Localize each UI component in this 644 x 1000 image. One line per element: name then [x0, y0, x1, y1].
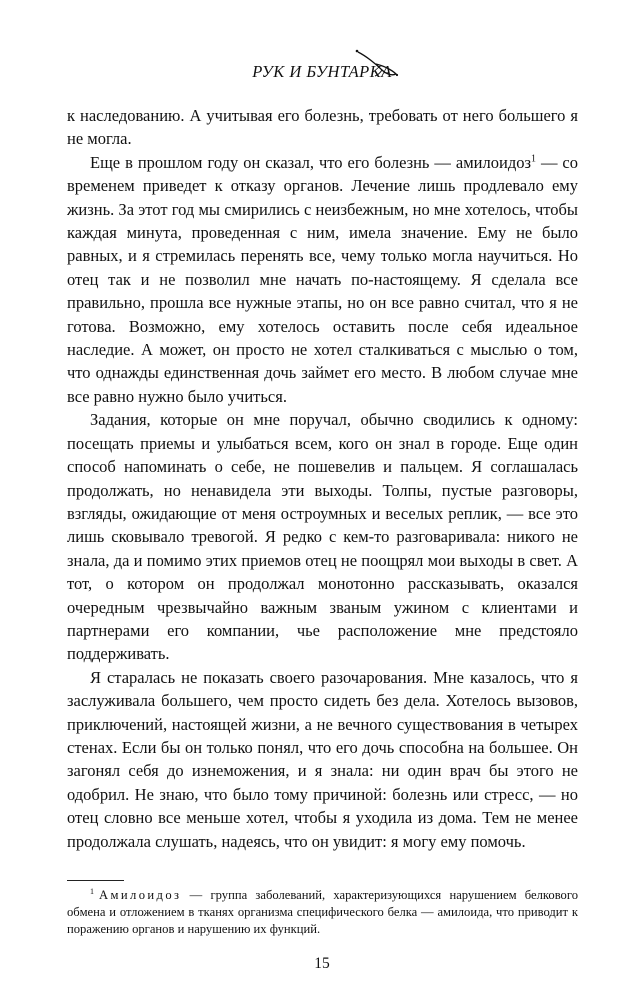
running-header: РУК И БУНТАРКА — [252, 62, 392, 81]
footnote-marker: 1 — [90, 886, 94, 896]
page-number: 15 — [314, 955, 330, 972]
footnote-term: Амилоидоз — [99, 888, 182, 902]
footnote-text: — группа заболеваний, характеризующихся нарушением белкового обмена и отложением в тканях организма специфического белка — амилоида, что приводит к поражению органов и нарушению их функций. — [67, 888, 578, 937]
main-text — [67, 104, 578, 853]
paragraph-2-start: Еще в прошлом году он сказал, что его болезнь — амилоидоз — [90, 152, 531, 172]
quill-ornament-icon — [352, 46, 400, 82]
footnote-reference: 1 — [530, 153, 536, 165]
paragraph-1: к наследованию. А учитывая его болезнь, требовать от него большего я не могла. — [67, 106, 578, 149]
paragraph-4: Я старалась не показать своего разочарования. Мне казалось, что я заслуживала большего, чем просто сидеть без дела. Хотелось вызовов, приключений, настоящей жизни, а не вечного существования в четырех стенах. Если бы он только понял, что его дочь способна на большее. Он загонял себя до изнеможения, и я знала: ни один врач бы этого не одобрил. Не знаю, что было тому причиной: болезнь или стресс, — но отец словно все меньше хотел, чтобы я уходила из дома. Тем не менее продолжала слушать, надеясь, что он увидит: я могу ему помочь. — [67, 667, 578, 851]
paragraph-2-rest: — со временем приведет к отказу органов. Лечение лишь продлевало ему жизнь. За этот год мы смирились с неизбежным, но мне хотелось, чтобы каждая минута, проведенная с ним, имела значение. Ему не было равных, и я стремилась перенять все, чему только могла научиться. Но отец так и не позволил мне начать по-настоящему. Я сделала все правильно, прошла все нужные этапы, но он все равно считал, что я не готова. Возможно, ему хотелось оставить после себя идеальное наследие. А может, он просто не хотел сталкиваться с мыслью о том, что однажды единственная дочь займет его место. В любом случае мне все равно нужно было учиться. — [67, 152, 579, 406]
paragraph-3: Задания, которые он мне поручал, обычно сводились к одному: посещать приемы и улыбаться всем, кого он знал в городе. Еще один способ напоминать о себе, не пошевелив и пальцем. Я соглашалась продолжать, но ненавидела эти выходы. Толпы, пустые разговоры, взгляды, ожидающие от меня остроумных и веселых реплик, — все это лишь сковывало тревогой. Я редко с кем-то разговаривала: никого не знала, да и помимо этих приемов отец не поощрял мои выходы в свет. А тот, о котором он продолжал монотонно рассказывать, оказался очередным чрезвычайно важным званым ужином с клиентами и партнерами его компании, чье расположение мне предстояло поддерживать. — [67, 410, 578, 664]
paragraph-2 — [67, 151, 578, 408]
footnote-divider — [67, 880, 124, 881]
footnote — [67, 887, 578, 939]
